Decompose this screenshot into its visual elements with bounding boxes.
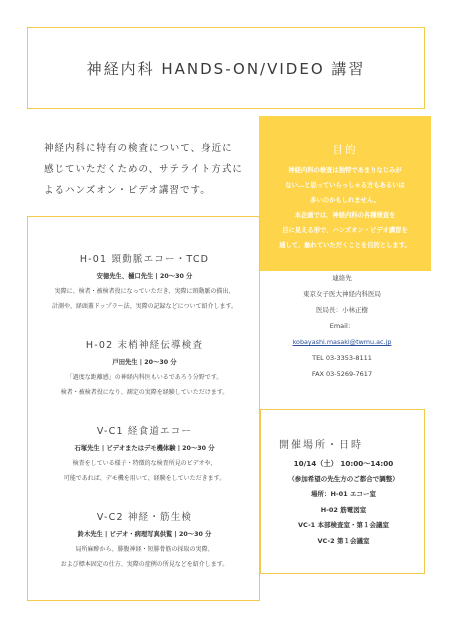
purpose-box <box>259 116 431 271</box>
lecture-desc-line: 可能であれば、デモ機を用いて、経験をしていただきます。 <box>63 475 226 482</box>
venue-place: VC-2 第１会議室 <box>317 536 370 545</box>
venue-date: 10/14（土） 10:00〜14:00 <box>293 459 394 468</box>
venue-heading: 開催場所・日時 <box>279 440 363 451</box>
lecture-item <box>28 423 261 486</box>
lecture-desc <box>28 370 261 400</box>
lecture-desc-line: 「過度な距離感」の神経内科医もいるであろう分野です。 <box>66 374 223 381</box>
lecture-desc-line: および標本固定の仕方、実際の症例の所見などを紹介します。 <box>60 561 229 568</box>
venue-place: 場所：H-01 エコー室 <box>311 490 376 498</box>
lecture-item <box>28 251 261 314</box>
lecture-title: V-C1 経食道エコー <box>96 426 193 437</box>
contact-block <box>259 270 425 382</box>
lecture-desc <box>28 542 261 572</box>
purpose-line: 目に見える形で、ハンズオン・ビデオ講習を <box>282 227 408 234</box>
lecture-desc-line: 計測や、経頭蓋ドップラー法、実際の記録などについて紹介します。 <box>51 303 238 310</box>
purpose-line: 本企画では、神経内科の各種検査を <box>294 212 396 219</box>
lecture-item <box>28 337 261 400</box>
intro-line: 神経内科に特有の検査について、身近に <box>44 143 233 154</box>
contact-chief: 医局長：小林正樹 <box>316 306 368 314</box>
email-link[interactable]: kobayashi.masaki@twmu.ac.jp <box>292 338 392 346</box>
intro-line: 感じていただくための、サテライト方式に <box>44 164 243 175</box>
lectures-box <box>27 216 260 601</box>
intro-line: よるハンズオン・ビデオ講習です。 <box>44 185 211 196</box>
lecture-title: H-01 頸動脈エコー・TCD <box>79 254 210 265</box>
venue-box <box>260 409 425 574</box>
email-label: Email： <box>329 322 355 330</box>
purpose-heading: 目的 <box>332 144 358 156</box>
purpose-line: 通して、触れていただくことを目的とします。 <box>279 242 411 249</box>
lecture-desc <box>28 456 261 486</box>
lecture-desc <box>28 284 261 314</box>
title-box <box>27 27 425 109</box>
lecture-desc-line: 局所麻酔から、腓腹神経・短腓骨筋の採取の実際、 <box>75 546 214 553</box>
lecture-item <box>28 509 261 572</box>
lecture-speaker: 鈴木先生 | ビデオ・病理写真供覧 | 20〜30 分 <box>77 531 212 538</box>
contact-label: 連絡先 <box>332 274 352 282</box>
contact-fax: FAX 03-5269-7617 <box>311 370 373 378</box>
lecture-speaker: 戸田先生 | 20〜30 分 <box>112 359 177 366</box>
venue-details <box>261 456 426 549</box>
venue-note: （参加希望の先生方のご都合で調整） <box>288 474 399 483</box>
lecture-speaker: 石塚先生 | ビデオまたはデモ機体験 | 20〜30 分 <box>74 445 215 452</box>
venue-place: H-02 筋電図室 <box>320 505 367 514</box>
contact-tel: TEL 03-3353-8111 <box>312 354 372 362</box>
lecture-title: H-02 末梢神経伝導検査 <box>85 340 204 351</box>
lecture-desc-line: 検者・被検者役になり、測定の実際を経験していただけます。 <box>60 389 229 396</box>
purpose-line: 多いのかもしれません。 <box>310 197 380 204</box>
contact-org: 東京女子医大神経内科医局 <box>303 290 381 298</box>
lecture-desc-line: 検査をしている様子・特徴的な検査所見のビデオや、 <box>72 460 217 467</box>
purpose-line: ない…と思っていらっしゃる方もあるいは <box>285 182 405 189</box>
lecture-title: V-C2 神経・筋生検 <box>96 512 193 523</box>
lecture-desc-line: 実際に、検者・被検者役になっていただき、実際に頸動脈の描出、 <box>54 288 235 295</box>
purpose-line: 神経内科の検査は独特であまりなじみが <box>288 167 402 174</box>
page-title: 神経内科 HANDS-ON/VIDEO 講習 <box>86 59 366 78</box>
intro-text <box>44 138 254 201</box>
lecture-speaker: 安徳先生、樋口先生 | 20〜30 分 <box>96 273 193 280</box>
venue-place: VC-1 本部検査室・第１会議室 <box>298 521 389 529</box>
